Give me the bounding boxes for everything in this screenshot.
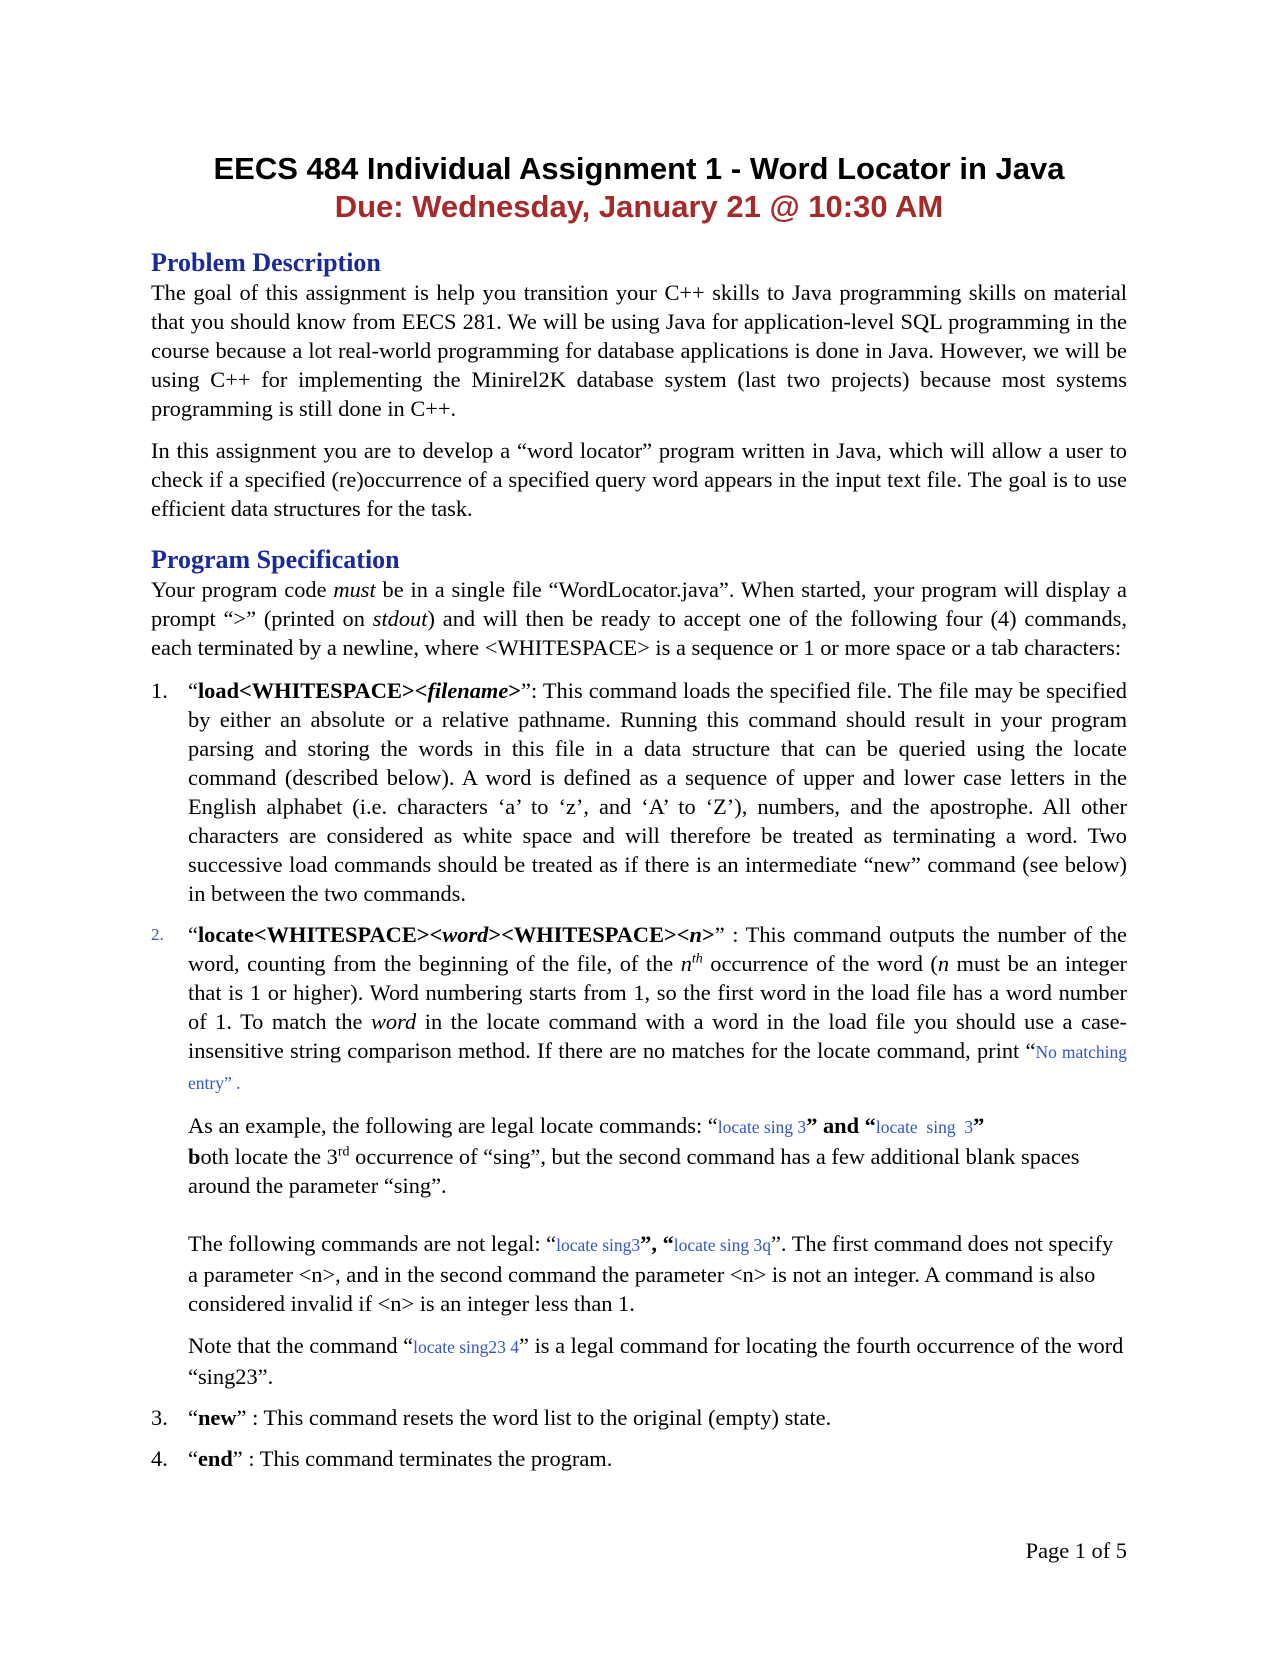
end-description: “end” : This command terminates the program. [188, 1446, 613, 1471]
list-item-end [151, 1444, 1127, 1473]
locate-description: “locate<WHITESPACE><word><WHITESPACE><n>” : This command outputs the number of the word, counting from the beginning of the file, of the $n^{th}$ occurrence of the word (n must be an integer that is 1 or higher). Word numbering starts from 1, so the first word in the load file has a word number of 1. To match the word in the locate command with a word in the load file you should use a case-insensitive string comparison method. If there are no matches for the locate command, print “No matching entry” . [188, 922, 1128, 1093]
example-command: locate sing3 [556, 1235, 641, 1255]
page-number: Page 1 of 5 [1025, 1538, 1127, 1563]
blank-line [188, 1200, 1127, 1229]
example-command: locate sing 3q [673, 1235, 771, 1255]
example-command: locate sing23 4 [413, 1337, 520, 1357]
due-date: Due: Wednesday, January 21 @ 10:30 AM [334, 189, 944, 224]
note-paragraph: Note that the command “locate sing23 4” is a legal command for locating the fourth occurrence of the word “sing23”. [188, 1333, 1124, 1389]
list-item-new [151, 1403, 1127, 1432]
load-description: “load<WHITESPACE><filename>”: This command loads the specified file. The file may be specified by either an absolute or a relative pathname. Running this command should result in your program parsing and storing the words in this file in a data structure that can be queried using the locate command (described below). A word is defined as a sequence of upper and lower case letters in the English alphabet (i.e. characters ‘a’ to ‘z’, and ‘A’ to ‘Z’), numbers, and the apostrophe. All other characters are considered as white space and will therefore be treated as terminating a word. Two successive load commands should be treated as if there is an intermediate “new” command (see below) in between the two commands. [188, 678, 1127, 906]
title-line: EECS 484 Individual Assignment 1 - Word Locator in Java [213, 151, 1065, 186]
list-number: 2. [151, 925, 164, 944]
no-match-message: No matching entry” [188, 1042, 1128, 1093]
legal-examples: As an example, the following are legal locate commands: “locate sing 3” and “locate sing 3” both locate the 3rd occurrence of “sing”, but the second command has a few additional blank spaces around the parameter “sing”. [188, 1113, 1080, 1198]
list-item-locate [151, 920, 1127, 1391]
new-description: “new” : This command resets the word list to the original (empty) state. [188, 1405, 832, 1430]
command-list [151, 676, 1127, 1473]
document-page [151, 150, 1127, 1485]
list-item-load [151, 676, 1127, 908]
problem-paragraph-1: The goal of this assignment is help you transition your C++ skills to Java programming skills on material that you should know from EECS 281. We will be using Java for application-level SQL programming in the course because a lot real-world programming for database applications is done in Java. However, we will be using C++ for implementing the Minirel2K database system (last two projects) because most systems programming is still done in C++. [151, 280, 1127, 421]
problem-description-heading: Problem Description [151, 248, 381, 277]
list-number: 1. [151, 678, 168, 703]
example-command: locate sing 3 [717, 1117, 807, 1137]
document-title [151, 150, 1127, 226]
example-command: locate sing 3 [875, 1117, 974, 1137]
illegal-examples: The following commands are not legal: “locate sing3”, “locate sing 3q”. The first command does not specify a parameter <n>, and in the second command the parameter <n> is not an integer. A command is also considered invalid if <n> is an integer less than 1. [188, 1231, 1114, 1316]
problem-paragraph-2: In this assignment you are to develop a “word locator” program written in Java, which will allow a user to check if a specified (re)occurrence of a specified query word appears in the input text file. The goal is to use efficient data structures for the task. [151, 438, 1127, 521]
spec-intro-paragraph: Your program code must be in a single file “WordLocator.java”. When started, your program will display a prompt “>” (printed on stdout) and will then be ready to accept one of the following four (4) commands, each terminated by a newline, where <WHITESPACE> is a sequence or 1 or more space or a tab characters: [151, 577, 1127, 660]
list-number: 3. [151, 1405, 168, 1430]
list-number: 4. [151, 1446, 168, 1471]
program-specification-heading: Program Specification [151, 545, 400, 574]
